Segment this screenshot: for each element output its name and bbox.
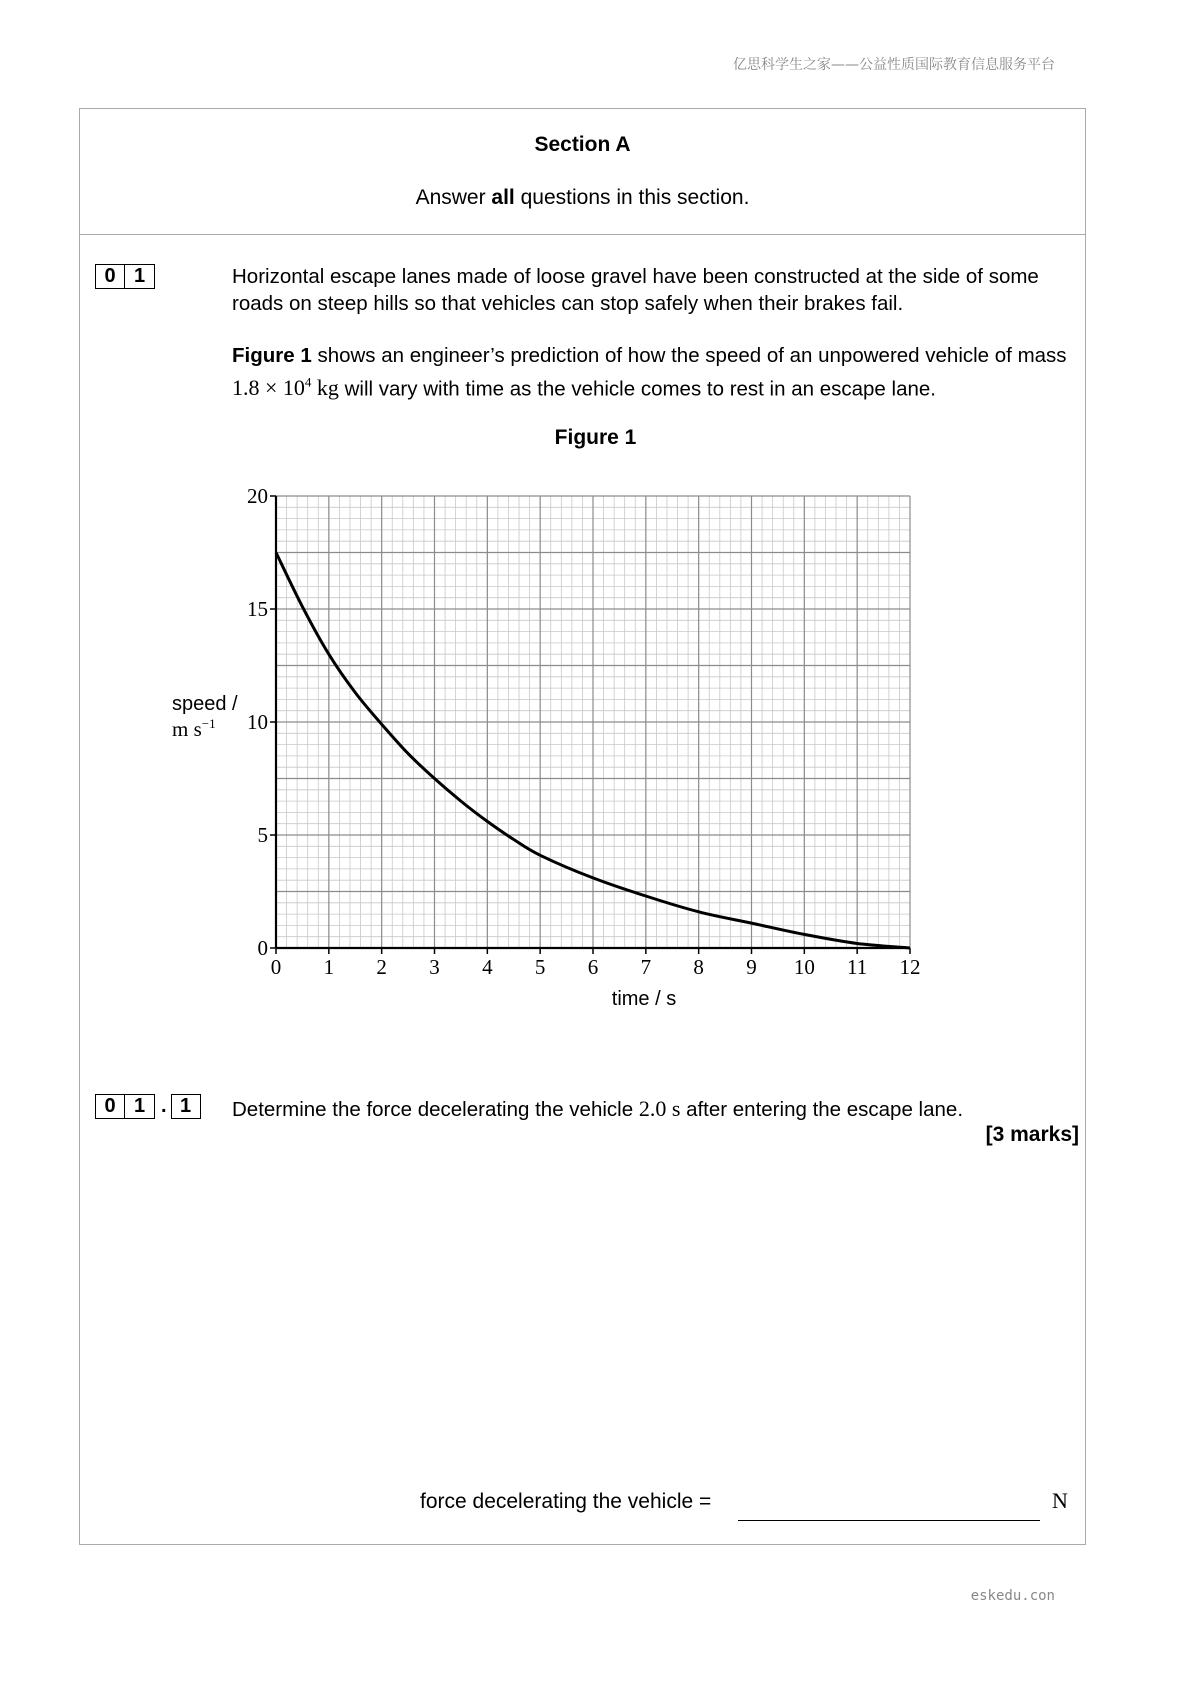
x-tick-label: 6: [587, 955, 599, 979]
section-title: Section A: [534, 133, 631, 156]
question-number: [95, 264, 159, 289]
footer-site-text: eskedu.con: [970, 1588, 1055, 1604]
section-header: [80, 109, 1085, 235]
figure-ref-bold: Figure 1: [232, 344, 312, 367]
y-tick-label: 0: [257, 936, 268, 960]
subquestion-digit: 0: [95, 1094, 125, 1119]
y-tick-label: 5: [257, 823, 268, 847]
time-value: 2.0 s: [638, 1096, 681, 1121]
mass-mantissa: 1.8 × 10: [232, 375, 305, 401]
y-axis-unit: m s: [172, 717, 202, 741]
y-tick-label: 20: [247, 484, 268, 508]
subquestion-digit: 1: [125, 1094, 155, 1119]
x-tick-label: 9: [746, 955, 757, 979]
y-tick-label: 10: [247, 710, 268, 734]
x-tick-labels: [271, 955, 921, 979]
mass-value: [232, 375, 339, 400]
figure-title: Figure 1: [554, 426, 637, 449]
x-tick-label: 1: [323, 955, 335, 979]
y-axis-label-line1: speed /: [172, 693, 238, 715]
subquestion-text-pre: Determine the force decelerating the vehicle: [232, 1098, 639, 1121]
subquestion-text-post: after entering the escape lane.: [680, 1098, 964, 1121]
instruction-bold: all: [491, 186, 515, 209]
instruction-post: questions in this section.: [514, 186, 750, 209]
mass-unit: kg: [311, 375, 339, 401]
x-axis-label: time / s: [611, 988, 677, 1010]
answer-label: force decelerating the vehicle =: [420, 1490, 712, 1513]
answer-line[interactable]: [738, 1520, 1040, 1521]
x-tick-label: 11: [847, 955, 868, 979]
x-tick-label: 4: [482, 955, 493, 979]
x-tick-label: 10: [793, 955, 815, 979]
subquestion-number: [95, 1094, 205, 1119]
x-tick-label: 8: [693, 955, 704, 979]
speed-time-chart: [150, 470, 1010, 1030]
x-tick-label: 7: [640, 955, 652, 979]
figure-ref-text-2: will vary with time as the vehicle comes to rest in an escape lane.: [338, 377, 936, 401]
y-axis-unit-exponent: −1: [201, 716, 216, 731]
x-tick-label: 12: [899, 955, 921, 979]
question-intro: Horizontal escape lanes made of loose gravel have been constructed at the side of some roads on steep hills so that vehicles can stop safely when their brakes fail.: [232, 265, 1039, 315]
y-tick-label: 15: [247, 597, 268, 621]
question-digit: 1: [125, 264, 155, 289]
marks-label: [3 marks]: [985, 1123, 1079, 1146]
instruction-pre: Answer: [415, 186, 492, 209]
x-tick-label: 0: [270, 955, 282, 979]
answer-unit: N: [1052, 1488, 1068, 1513]
x-tick-label: 5: [534, 955, 546, 979]
x-tick-label: 3: [429, 955, 440, 979]
x-tick-label: 2: [376, 955, 387, 979]
watermark-text: 亿思科学生之家——公益性质国际教育信息服务平台: [733, 57, 1055, 73]
subquestion-part-digit: 1: [171, 1094, 201, 1119]
axes: [270, 496, 910, 954]
figure-ref-text-1: shows an engineer’s prediction of how the speed of an unpowered vehicle of mass: [311, 344, 1067, 367]
subquestion-dot: .: [161, 1095, 167, 1117]
subquestion-text: [232, 1095, 1082, 1123]
y-axis-label-line2: [172, 716, 216, 741]
question-digit: 0: [95, 264, 125, 289]
section-instruction: [80, 186, 1085, 210]
figure-reference: [232, 342, 1082, 402]
mass-exponent: 4: [304, 375, 312, 390]
y-tick-labels: [247, 484, 268, 960]
